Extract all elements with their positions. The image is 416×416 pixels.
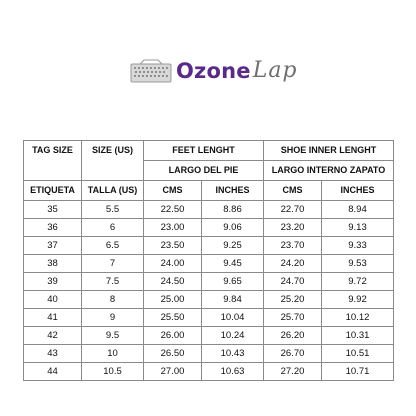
cell-feet-cms: 26.50 [144, 345, 202, 363]
cell-shoe-inches: 8.94 [322, 201, 394, 219]
cell-shoe-cms: 23.70 [264, 237, 322, 255]
header-tag-size: TAG SIZE [24, 141, 82, 181]
cell-tag-size: 37 [24, 237, 82, 255]
table-row [24, 327, 394, 345]
cell-feet-cms: 26.00 [144, 327, 202, 345]
header-feet-cms: CMS [144, 181, 202, 201]
cell-feet-cms: 23.50 [144, 237, 202, 255]
cell-shoe-cms: 27.20 [264, 363, 322, 381]
header-shoe-inner-length: SHOE INNER LENGHT [264, 141, 394, 161]
cell-size-us: 6.5 [82, 237, 144, 255]
cell-feet-inches: 9.45 [202, 255, 264, 273]
cell-size-us: 7 [82, 255, 144, 273]
cell-feet-cms: 27.00 [144, 363, 202, 381]
header-size-us: SIZE (US) [82, 141, 144, 181]
cell-shoe-cms: 24.70 [264, 273, 322, 291]
cell-shoe-cms: 22.70 [264, 201, 322, 219]
cell-feet-cms: 22.50 [144, 201, 202, 219]
cell-feet-inches: 9.65 [202, 273, 264, 291]
header-talla-us: TALLA (US) [82, 181, 144, 201]
cell-size-us: 5.5 [82, 201, 144, 219]
cell-size-us: 10 [82, 345, 144, 363]
cell-size-us: 9.5 [82, 327, 144, 345]
cell-shoe-cms: 25.70 [264, 309, 322, 327]
table-row [24, 237, 394, 255]
cell-feet-inches: 10.24 [202, 327, 264, 345]
table-row [24, 291, 394, 309]
cell-feet-inches: 9.84 [202, 291, 264, 309]
cell-shoe-cms: 26.20 [264, 327, 322, 345]
cell-shoe-cms: 23.20 [264, 219, 322, 237]
cell-size-us: 9 [82, 309, 144, 327]
cell-tag-size: 42 [24, 327, 82, 345]
cell-feet-cms: 24.50 [144, 273, 202, 291]
cell-shoe-cms: 24.20 [264, 255, 322, 273]
cell-tag-size: 43 [24, 345, 82, 363]
header-shoe-cms: CMS [264, 181, 322, 201]
cell-feet-inches: 10.43 [202, 345, 264, 363]
table-body [24, 141, 394, 381]
cell-feet-inches: 9.06 [202, 219, 264, 237]
cell-feet-inches: 8.86 [202, 201, 264, 219]
cell-feet-cms: 25.00 [144, 291, 202, 309]
cell-tag-size: 38 [24, 255, 82, 273]
cell-shoe-inches: 9.13 [322, 219, 394, 237]
cell-shoe-cms: 26.70 [264, 345, 322, 363]
header-etiqueta: ETIQUETA [24, 181, 82, 201]
table-row [24, 255, 394, 273]
table-row [24, 363, 394, 381]
logo-script-text: Lap [252, 58, 298, 83]
keyboard-icon [130, 59, 172, 83]
cell-size-us: 8 [82, 291, 144, 309]
table-row [24, 345, 394, 363]
cell-shoe-inches: 10.71 [322, 363, 394, 381]
cell-feet-inches: 10.63 [202, 363, 264, 381]
header-feet-length-es: LARGO DEL PIE [144, 161, 264, 181]
logo-brand-text: Ozone [176, 58, 251, 83]
table-row [24, 201, 394, 219]
cell-size-us: 10.5 [82, 363, 144, 381]
cell-shoe-inches: 9.72 [322, 273, 394, 291]
cell-feet-cms: 25.50 [144, 309, 202, 327]
cell-feet-inches: 9.25 [202, 237, 264, 255]
cell-tag-size: 39 [24, 273, 82, 291]
cell-feet-inches: 10.04 [202, 309, 264, 327]
cell-shoe-inches: 10.12 [322, 309, 394, 327]
size-chart-table [23, 140, 394, 381]
brand-logo [130, 58, 298, 83]
cell-tag-size: 36 [24, 219, 82, 237]
table-row [24, 219, 394, 237]
cell-shoe-inches: 9.53 [322, 255, 394, 273]
cell-shoe-inches: 10.31 [322, 327, 394, 345]
cell-tag-size: 35 [24, 201, 82, 219]
cell-feet-cms: 23.00 [144, 219, 202, 237]
cell-size-us: 6 [82, 219, 144, 237]
cell-tag-size: 41 [24, 309, 82, 327]
cell-size-us: 7.5 [82, 273, 144, 291]
cell-feet-cms: 24.00 [144, 255, 202, 273]
cell-shoe-inches: 9.92 [322, 291, 394, 309]
header-shoe-inches: INCHES [322, 181, 394, 201]
cell-shoe-inches: 10.51 [322, 345, 394, 363]
cell-tag-size: 44 [24, 363, 82, 381]
table-row [24, 309, 394, 327]
cell-shoe-inches: 9.33 [322, 237, 394, 255]
cell-tag-size: 40 [24, 291, 82, 309]
header-row-3 [24, 181, 394, 201]
header-feet-inches: INCHES [202, 181, 264, 201]
header-row-1 [24, 141, 394, 161]
header-feet-length: FEET LENGHT [144, 141, 264, 161]
header-shoe-inner-length-es: LARGO INTERNO ZAPATO [264, 161, 394, 181]
cell-shoe-cms: 25.20 [264, 291, 322, 309]
table-row [24, 273, 394, 291]
